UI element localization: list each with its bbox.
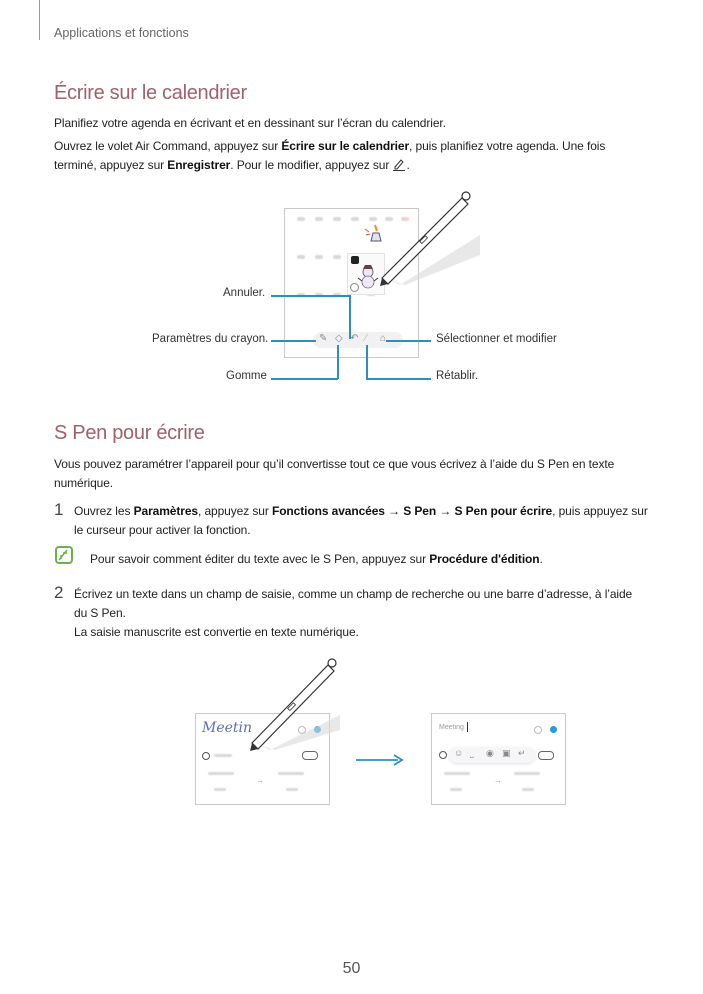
redo-icon[interactable]: ⁄ (365, 333, 367, 344)
callout-pen-settings-label: Paramètres du crayon. (152, 333, 269, 345)
page-number: 50 (342, 960, 361, 977)
text-edit-toolbar (449, 747, 535, 763)
all-day-toggle[interactable] (538, 751, 554, 760)
start-date (444, 772, 470, 775)
select-edit-icon[interactable]: ⌂ (380, 333, 387, 344)
callout-select-edit-label: Sélectionner et modifier (436, 333, 557, 345)
section-title-calendar: Écrire sur le calendrier (54, 82, 247, 104)
view-icon[interactable]: ◉ (486, 748, 494, 758)
date-arrow: → (256, 776, 264, 785)
emoji-icon (534, 726, 542, 734)
date-arrow: → (494, 776, 502, 785)
calendar-cell (351, 217, 359, 221)
calendar-cell (297, 217, 305, 221)
ui-term: Paramètres (133, 504, 198, 518)
callout-line (366, 378, 431, 380)
callout-line (271, 295, 350, 297)
step-number: 1 (54, 500, 64, 519)
callout-line (337, 345, 339, 379)
callout-line (386, 340, 431, 342)
step-1-text: Ouvrez les Paramètres, appuyez sur Fonctions avancées → S Pen → S Pen pour écrire, puis appuyez sur le curseur pour activer la fonction. (74, 504, 648, 537)
section2-intro: Vous pouvez paramétrer l’appareil pour qu’il convertisse tout ce que vous écrivez à l’aide du S Pen en texte numérique. (54, 457, 615, 490)
calendar-cell (315, 217, 323, 221)
s-pen-stylus-icon (370, 190, 480, 290)
calendar-cell (333, 217, 341, 221)
emoji-insert-icon[interactable]: ☺ (454, 748, 464, 758)
end-time (286, 788, 298, 791)
pen-settings-icon[interactable]: ✎ (319, 333, 328, 344)
end-date (278, 772, 304, 775)
keyboard-icon[interactable]: ▣ (502, 748, 511, 758)
end-time (522, 788, 534, 791)
enter-icon[interactable]: ↵ (518, 748, 526, 758)
pen-edit-icon (392, 157, 406, 171)
section1-paragraph: Ouvrez le volet Air Command, appuyez sur Écrire sur le calendrier, puis planifiez votre agenda. Une fois terminé, appuyez sur Enregistrer. Pour le modifier, appuyez sur . (54, 139, 606, 172)
ui-term: Enregistrer (167, 158, 231, 172)
ui-term: Procédure d'édition (429, 552, 540, 566)
callout-redo-label: Rétablir. (436, 370, 479, 382)
space-icon[interactable]: ⎵ (470, 748, 474, 758)
calendar-cell (297, 255, 305, 259)
ui-term: Écrire sur le calendrier (281, 139, 410, 153)
converted-text-screen (431, 713, 566, 805)
ui-term: Fonctions avancées → S Pen → S Pen pour écrire (271, 504, 553, 518)
note-icon (55, 546, 73, 564)
color-dot-icon (550, 726, 557, 733)
all-day-label (214, 754, 232, 757)
end-date (514, 772, 540, 775)
callout-line (349, 295, 351, 339)
step-number: 2 (54, 583, 64, 602)
s-pen-stylus-icon (240, 655, 350, 755)
text-cursor (467, 722, 468, 732)
running-header: Applications et fonctions (54, 26, 189, 40)
converted-text: Meeting (439, 724, 464, 731)
undo-icon[interactable]: ↶ (350, 333, 359, 344)
callout-line (271, 340, 316, 342)
callout-line (366, 345, 368, 379)
calendar-cell (315, 255, 323, 259)
handwritten-text: Meetin (202, 720, 253, 736)
section1-intro: Planifiez votre agenda en écrivant et en dessinant sur l’écran du calendrier. (54, 116, 446, 130)
smile-icon (350, 283, 359, 292)
callout-eraser-label: Gomme (226, 370, 267, 382)
calendar-cell (333, 255, 341, 259)
start-time (214, 788, 226, 791)
step-2-text: Écrivez un texte dans un champ de saisie, comme un champ de recherche ou une barre d’adresse, à l’aide du S Pen. La saisie manuscrite est convertie en texte numérique. (74, 587, 633, 639)
conversion-arrow-icon (356, 753, 404, 767)
start-date (208, 772, 234, 775)
clock-icon (202, 752, 210, 760)
header-rule (39, 0, 40, 40)
eraser-icon[interactable]: ◇ (335, 333, 343, 344)
note-text: Pour savoir comment éditer du texte avec le S Pen, appuyez sur Procédure d'édition. (90, 552, 543, 566)
callout-line (271, 378, 338, 380)
section-title-spen-writing: S Pen pour écrire (54, 422, 205, 444)
clock-icon (439, 751, 447, 759)
callout-undo-label: Annuler. (223, 287, 266, 299)
start-time (450, 788, 462, 791)
